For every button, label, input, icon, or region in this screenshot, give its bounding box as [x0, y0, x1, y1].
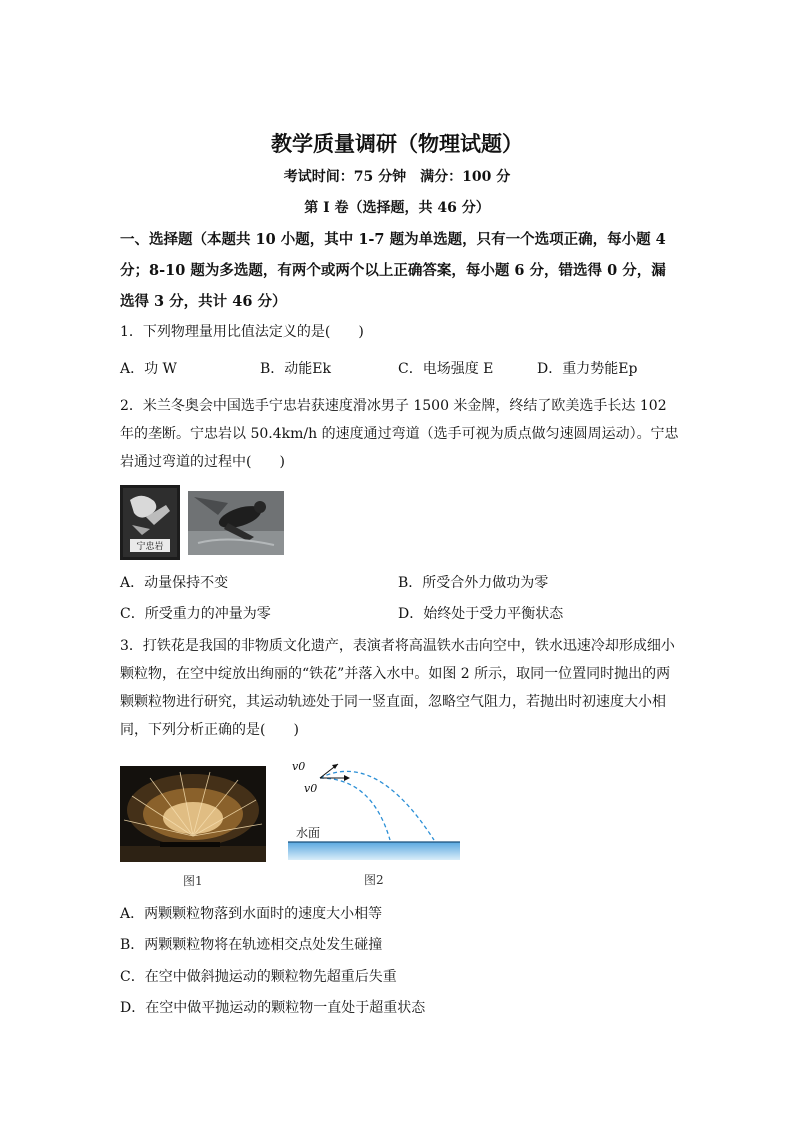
q3-option-a: A．两颗颗粒物落到水面时的速度大小相等: [120, 906, 383, 922]
skater-poster-photo: [120, 485, 180, 560]
q1-option-c: C．电场强度 E: [398, 361, 494, 377]
q3-stem: 3．打铁花是我国的非物质文化遗产，表演者将高温铁水击向空中，铁水迅速冷却形成细小颗粒物，在空中绽放出绚丽的“铁花”并落入水中。如图 2 所示，取同一位置同时抛出的两颗颗粒物进行研究，其运动轨迹处于同一竖直面，忽略空气阻力，若抛出时初速度大小相同，下列分析正确的是( ): [120, 638, 675, 738]
iron-flower-photo: [120, 766, 266, 862]
q2-option-c: C．所受重力的冲量为零: [120, 606, 271, 622]
water-surface: [288, 842, 460, 860]
water-label: 水面: [296, 826, 321, 840]
section-heading: 一、选择题（本题共 10 小题，其中 1-7 题为单选题，只有一个选项正确，每小题 4 分；8-10 题为多选题，有两个或两个以上正确答案，每小题 6 分，错选得 0 分，漏选得 3 分，共计 46 分）: [120, 231, 666, 310]
oblique-trajectory: [320, 771, 434, 840]
q1-option-a: A．功 W: [120, 361, 177, 377]
q2-stem: 2．米兰冬奥会中国选手宁忠岩获速度滑冰男子 1500 米金牌，终结了欧美选手长达 102 年的垄断。宁忠岩以 50.4km/h 的速度通过弯道（选手可视为质点做匀速圆周运动）。宁忠岩通过弯道的过程中( ): [120, 398, 679, 470]
q3-option-b: B．两颗颗粒物将在轨迹相交点处发生碰撞: [120, 937, 383, 953]
exam-info: 考试时间：75 分钟 满分：100 分: [283, 169, 511, 185]
q1-option-d: D．重力势能Ep: [537, 361, 638, 377]
q2-option-a: A．动量保持不变: [120, 575, 229, 591]
fig2-caption: 图2: [364, 873, 384, 887]
poster-name-text: 宁忠岩: [136, 542, 164, 552]
volume-heading: 第 I 卷（选择题，共 46 分）: [304, 200, 490, 216]
q3-option-c: C．在空中做斜抛运动的颗粒物先超重后失重: [120, 969, 397, 985]
q1-stem: 1．下列物理量用比值法定义的是( ): [120, 324, 364, 340]
page-title: 教学质量调研（物理试题）: [271, 131, 523, 156]
fig1-caption: 图1: [183, 874, 203, 888]
horizontal-trajectory: [320, 778, 390, 840]
q3-option-d: D．在空中做平抛运动的颗粒物一直处于超重状态: [120, 1000, 426, 1016]
q2-option-d: D．始终处于受力平衡状态: [398, 606, 564, 622]
trajectory-diagram: [286, 756, 462, 862]
v0-label-oblique: v0: [292, 760, 306, 773]
q2-option-b: B．所受合外力做功为零: [398, 575, 549, 591]
skater-action-photo: [188, 491, 284, 555]
q1-option-b: B．动能Ek: [260, 361, 331, 377]
v0-label-horizontal: v0: [304, 782, 318, 795]
